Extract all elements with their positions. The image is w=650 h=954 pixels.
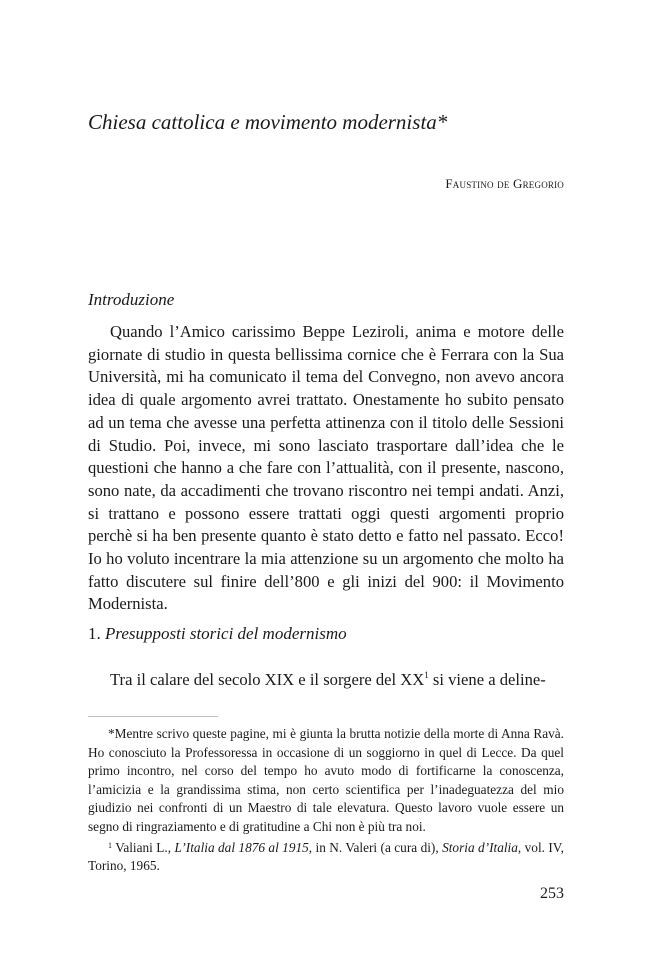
section-1-body <box>88 664 564 692</box>
footnote-1 <box>88 837 564 876</box>
section-1-title: Presupposti storici del modernismo <box>105 624 347 643</box>
section-1-text-end: si viene a deline- <box>432 670 546 689</box>
article-title <box>88 110 568 135</box>
footnote-star: *Mentre scrivo queste pagine, mi è giunta la brutta notizie della morte di Anna Ravà. Ho conosciuto la Professoressa in occasione di un soggiorno in quel di Lecce. Da quel primo incontro, nel corso del tempo ho avuto modo di fortificarne la conoscenza, l’amicizia e la grandissima stima, non certo scientifica per l’inadeguatezza del mio giudizio nei confronti di un Maestro di tale elevatura. Questo lavoro vuole essere un segno di ringraziamento e di gratitudine a Chi non è più tra noi. <box>88 726 564 834</box>
footnote-separator <box>88 716 218 717</box>
footnote-1-middle: , in N. Valeri (a cura di), <box>308 839 439 855</box>
intro-heading: Introduzione <box>88 290 175 309</box>
intro-body <box>88 321 564 616</box>
footnote-1-work-title: L’Italia dal 1876 al 1915 <box>174 839 309 855</box>
article-title-text: Chiesa cattolica e movimento modernista <box>88 110 437 134</box>
footnote-1-series-title: Storia d’Italia <box>442 839 518 855</box>
section-1-heading <box>88 624 347 644</box>
intro-paragraph: Quando l’Amico carissimo Beppe Leziroli, anima e motore delle giornate di studio in questa bellissima cornice che è Ferrara con la Sua Università, mi ha comunicato il tema del Convegno, non avevo ancora idea di quale argomento avrei trattato. Onestamente ho subito pensato ad un tema che avesse una perfetta attinenza con il titolo delle Sessioni di Studio. Poi, invece, mi sono lasciato trasportare dall’idea che le questioni che hanno a che fare con l’attualità, con il presente, nascono, sono nate, da accadimenti che trovano riscontro nei tempi andati. Anzi, si trattano e possono essere trattati oggi questi argomenti proprio perchè si ha ben presente quanto è stato detto e fatto nel passato. Ecco! Io ho voluto incentrare la mia attenzione su un argomento che molto ha fatto discutere sul finire dell’800 e gli inizi del 900: il Movimento Modernista. <box>88 322 564 614</box>
author-name: Faustino de Gregorio <box>445 176 564 191</box>
section-1-text-start: Tra il calare del secolo XIX e il sorgere del XX <box>110 670 425 689</box>
footnotes <box>88 725 564 876</box>
footnote-1-end: , vol. IV, Torino, 1965. <box>88 839 565 874</box>
section-1-number: 1. <box>88 624 101 643</box>
page-number: 253 <box>540 885 564 902</box>
footnote-reference-1: 1 <box>424 670 429 680</box>
footnote-1-mark: 1 <box>108 840 112 850</box>
section-1-paragraph <box>88 664 564 692</box>
title-footnote-mark: * <box>436 110 448 134</box>
footnote-1-author: Valiani L., <box>115 839 172 855</box>
